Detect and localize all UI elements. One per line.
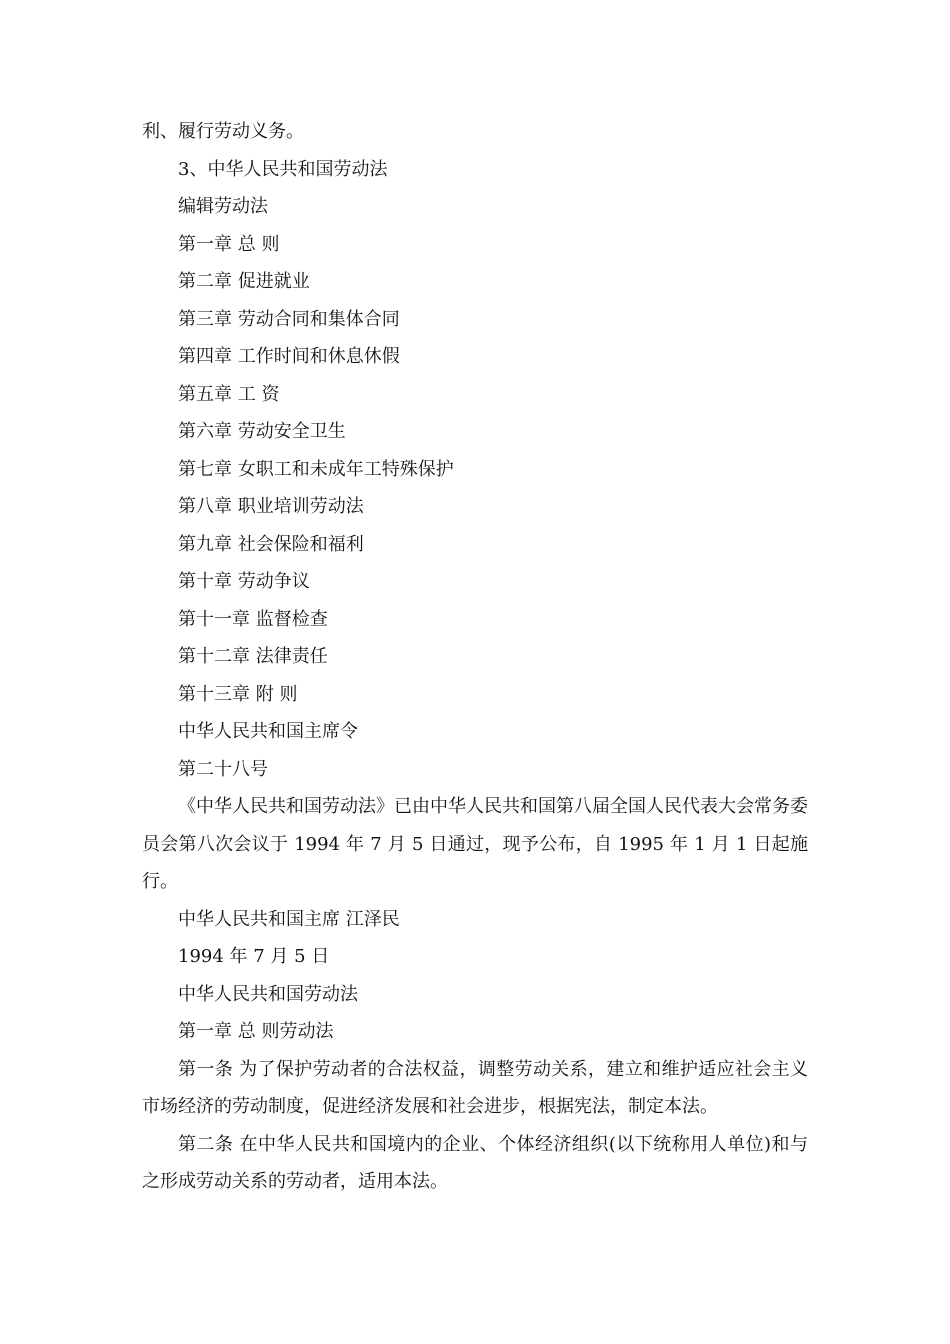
toc-chapter-9: 第九章 社会保险和福利 (178, 533, 364, 555)
article-1: 第一条 为了保护劳动者的合法权益，调整劳动关系，建立和维护适应社会主义市场经济的劳动制度，促进经济发展和社会进步，根据宪法，制定本法。 (142, 1058, 808, 1117)
toc-chapter-6: 第六章 劳动安全卫生 (178, 421, 346, 442)
presidential-order-number: 第二十八号 (178, 758, 268, 780)
toc-chapter-10: 第十章 劳动争议 (178, 571, 310, 592)
toc-chapter-7: 第七章 女职工和未成年工特殊保护 (178, 458, 454, 480)
article-2: 第二条 在中华人民共和国境内的企业、个体经济组织(以下统称用人单位)和与之形成劳动关系的劳动者，适用本法。 (142, 1133, 808, 1192)
promulgation-paragraph: 《中华人民共和国劳动法》已由中华人民共和国第八届全国人民代表大会常务委员会第八次会议于 1994 年 7 月 5 日通过，现予公布，自 1995 年 1 月 1 日起施行。 (142, 796, 808, 892)
toc-chapter-5: 第五章 工 资 (178, 383, 280, 405)
law-title: 中华人民共和国劳动法 (178, 983, 358, 1005)
document-body (142, 113, 808, 1201)
toc-chapter-12: 第十二章 法律责任 (178, 646, 328, 667)
toc-chapter-13: 第十三章 附 则 (178, 683, 298, 705)
promulgation-date: 1994 年 7 月 5 日 (178, 946, 330, 967)
presidential-order-title: 中华人民共和国主席令 (178, 721, 358, 742)
section-heading-labor-law: 3、中华人民共和国劳动法 (178, 158, 388, 180)
toc-chapter-2: 第二章 促进就业 (178, 271, 310, 292)
paragraph-continuation: 利、履行劳动义务。 (142, 121, 304, 142)
toc-chapter-3: 第三章 劳动合同和集体合同 (178, 308, 400, 330)
toc-chapter-8: 第八章 职业培训劳动法 (178, 496, 364, 517)
edit-label: 编辑劳动法 (178, 196, 268, 217)
president-signature: 中华人民共和国主席 江泽民 (178, 908, 400, 930)
toc-chapter-4: 第四章 工作时间和休息休假 (178, 346, 400, 367)
chapter-1-heading: 第一章 总 则劳动法 (178, 1021, 334, 1042)
toc-chapter-1: 第一章 总 则 (178, 233, 280, 255)
toc-chapter-11: 第十一章 监督检查 (178, 608, 328, 630)
